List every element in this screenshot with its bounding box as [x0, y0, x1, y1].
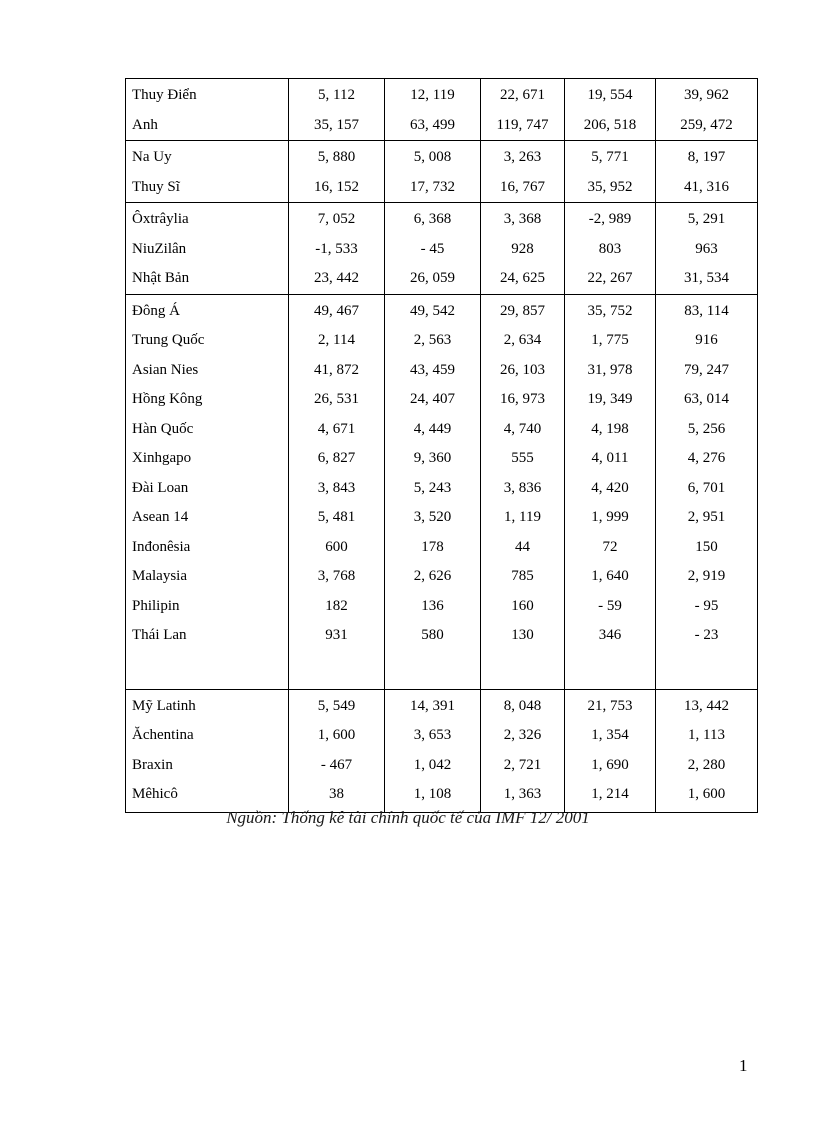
value-cell: 2, 114 [289, 326, 385, 356]
value-cell: 1, 775 [565, 326, 656, 356]
data-table [125, 78, 758, 813]
value-cell: 5, 243 [385, 474, 481, 504]
country-cell: Na Uy [126, 141, 289, 173]
value-cell: 72 [565, 533, 656, 563]
value-cell: 44 [481, 533, 565, 563]
country-cell: Malaysia [126, 562, 289, 592]
value-cell: 2, 626 [385, 562, 481, 592]
country-cell: Thái Lan [126, 621, 289, 651]
value-cell: 4, 449 [385, 415, 481, 445]
value-cell: 31, 978 [565, 356, 656, 386]
value-cell: 2, 563 [385, 326, 481, 356]
value-cell: 41, 316 [656, 173, 758, 203]
value-cell [385, 651, 481, 690]
value-cell: 13, 442 [656, 689, 758, 721]
value-cell: 580 [385, 621, 481, 651]
value-cell: 24, 625 [481, 264, 565, 294]
value-cell: 23, 442 [289, 264, 385, 294]
country-cell: Philipin [126, 592, 289, 622]
value-cell: 803 [565, 235, 656, 265]
value-cell: 3, 520 [385, 503, 481, 533]
value-cell: 8, 048 [481, 689, 565, 721]
value-cell: 3, 653 [385, 721, 481, 751]
country-cell: Mỹ Latinh [126, 689, 289, 721]
value-cell: 14, 391 [385, 689, 481, 721]
value-cell: 16, 767 [481, 173, 565, 203]
country-cell: Hàn Quốc [126, 415, 289, 445]
country-cell: Đông Á [126, 294, 289, 326]
country-cell: Asean 14 [126, 503, 289, 533]
value-cell: 63, 499 [385, 111, 481, 141]
value-cell: 6, 368 [385, 203, 481, 235]
table-row [126, 385, 758, 415]
value-cell: 1, 363 [481, 780, 565, 812]
value-cell: - 59 [565, 592, 656, 622]
value-cell [565, 651, 656, 690]
value-cell: 2, 951 [656, 503, 758, 533]
value-cell [656, 651, 758, 690]
table-row [126, 326, 758, 356]
table-row [126, 79, 758, 111]
value-cell: 5, 112 [289, 79, 385, 111]
country-cell: Asian Nies [126, 356, 289, 386]
table-row [126, 111, 758, 141]
value-cell: -2, 989 [565, 203, 656, 235]
table-body [126, 79, 758, 813]
table-row [126, 356, 758, 386]
value-cell: 160 [481, 592, 565, 622]
value-cell: 2, 721 [481, 751, 565, 781]
value-cell: 12, 119 [385, 79, 481, 111]
value-cell: 16, 152 [289, 173, 385, 203]
value-cell [289, 651, 385, 690]
value-cell: 1, 108 [385, 780, 481, 812]
country-cell: Ôxtrâylia [126, 203, 289, 235]
value-cell: 931 [289, 621, 385, 651]
value-cell: 4, 420 [565, 474, 656, 504]
country-cell: Hồng Kông [126, 385, 289, 415]
value-cell: 8, 197 [656, 141, 758, 173]
value-cell: 5, 256 [656, 415, 758, 445]
source-note: Nguồn: Thống kê tài chính quốc tế của IMF 12/ 2001 [226, 808, 590, 827]
table-row [126, 689, 758, 721]
value-cell: - 23 [656, 621, 758, 651]
value-cell: 31, 534 [656, 264, 758, 294]
value-cell: 1, 042 [385, 751, 481, 781]
value-cell: 49, 467 [289, 294, 385, 326]
value-cell: 1, 119 [481, 503, 565, 533]
value-cell: 178 [385, 533, 481, 563]
value-cell: 39, 962 [656, 79, 758, 111]
country-cell: Xinhgapo [126, 444, 289, 474]
country-cell: Thuy Sĩ [126, 173, 289, 203]
value-cell: 150 [656, 533, 758, 563]
value-cell: 19, 554 [565, 79, 656, 111]
page-number: 1 [739, 1056, 748, 1075]
value-cell: 41, 872 [289, 356, 385, 386]
value-cell: 5, 880 [289, 141, 385, 173]
value-cell: 555 [481, 444, 565, 474]
value-cell: 928 [481, 235, 565, 265]
value-cell: - 45 [385, 235, 481, 265]
value-cell: 24, 407 [385, 385, 481, 415]
value-cell: 26, 531 [289, 385, 385, 415]
country-cell: NiuZilân [126, 235, 289, 265]
value-cell: 206, 518 [565, 111, 656, 141]
table-row [126, 533, 758, 563]
value-cell: 21, 753 [565, 689, 656, 721]
value-cell: 2, 919 [656, 562, 758, 592]
value-cell: 4, 011 [565, 444, 656, 474]
value-cell: 3, 768 [289, 562, 385, 592]
value-cell: 130 [481, 621, 565, 651]
value-cell: 4, 740 [481, 415, 565, 445]
value-cell: 7, 052 [289, 203, 385, 235]
table-row [126, 264, 758, 294]
value-cell: 35, 157 [289, 111, 385, 141]
value-cell: 4, 198 [565, 415, 656, 445]
value-cell: 83, 114 [656, 294, 758, 326]
value-cell: 22, 267 [565, 264, 656, 294]
value-cell: 6, 701 [656, 474, 758, 504]
table-row [126, 562, 758, 592]
value-cell: 22, 671 [481, 79, 565, 111]
value-cell: 35, 752 [565, 294, 656, 326]
value-cell: 3, 263 [481, 141, 565, 173]
value-cell: 5, 549 [289, 689, 385, 721]
table-row [126, 474, 758, 504]
value-cell: 19, 349 [565, 385, 656, 415]
value-cell: 63, 014 [656, 385, 758, 415]
value-cell: 182 [289, 592, 385, 622]
value-cell: 6, 827 [289, 444, 385, 474]
value-cell: 38 [289, 780, 385, 812]
value-cell: 1, 640 [565, 562, 656, 592]
value-cell: 600 [289, 533, 385, 563]
value-cell: - 467 [289, 751, 385, 781]
value-cell: 2, 326 [481, 721, 565, 751]
country-cell [126, 651, 289, 690]
value-cell: 1, 600 [656, 780, 758, 812]
table-row [126, 444, 758, 474]
value-cell: - 95 [656, 592, 758, 622]
value-cell: 3, 368 [481, 203, 565, 235]
table-row [126, 751, 758, 781]
value-cell: 5, 481 [289, 503, 385, 533]
country-cell: Thuy Điển [126, 79, 289, 111]
value-cell: 49, 542 [385, 294, 481, 326]
value-cell: 916 [656, 326, 758, 356]
value-cell: -1, 533 [289, 235, 385, 265]
country-cell: Nhật Bản [126, 264, 289, 294]
value-cell [481, 651, 565, 690]
value-cell: 1, 690 [565, 751, 656, 781]
value-cell: 1, 113 [656, 721, 758, 751]
value-cell: 4, 671 [289, 415, 385, 445]
value-cell: 16, 973 [481, 385, 565, 415]
value-cell: 35, 952 [565, 173, 656, 203]
value-cell: 2, 634 [481, 326, 565, 356]
table-row [126, 592, 758, 622]
value-cell: 4, 276 [656, 444, 758, 474]
country-cell: Trung Quốc [126, 326, 289, 356]
value-cell: 1, 354 [565, 721, 656, 751]
country-cell: Braxin [126, 751, 289, 781]
table-row [126, 141, 758, 173]
value-cell: 136 [385, 592, 481, 622]
value-cell: 3, 843 [289, 474, 385, 504]
table-row [126, 721, 758, 751]
country-cell: Inđonêsia [126, 533, 289, 563]
country-cell: Anh [126, 111, 289, 141]
value-cell: 1, 999 [565, 503, 656, 533]
value-cell: 26, 059 [385, 264, 481, 294]
value-cell: 119, 747 [481, 111, 565, 141]
value-cell: 29, 857 [481, 294, 565, 326]
table-row [126, 173, 758, 203]
value-cell: 79, 247 [656, 356, 758, 386]
value-cell: 2, 280 [656, 751, 758, 781]
table-row [126, 621, 758, 651]
value-cell: 1, 214 [565, 780, 656, 812]
table-row-spacer [126, 651, 758, 690]
table-row [126, 503, 758, 533]
country-cell: Đài Loan [126, 474, 289, 504]
value-cell: 259, 472 [656, 111, 758, 141]
country-cell: Ăchentina [126, 721, 289, 751]
value-cell: 3, 836 [481, 474, 565, 504]
country-cell: Mêhicô [126, 780, 289, 812]
value-cell: 43, 459 [385, 356, 481, 386]
table-row [126, 203, 758, 235]
value-cell: 1, 600 [289, 721, 385, 751]
table-row [126, 235, 758, 265]
table-row [126, 415, 758, 445]
value-cell: 26, 103 [481, 356, 565, 386]
table-row [126, 294, 758, 326]
value-cell: 5, 291 [656, 203, 758, 235]
value-cell: 346 [565, 621, 656, 651]
value-cell: 9, 360 [385, 444, 481, 474]
value-cell: 5, 008 [385, 141, 481, 173]
value-cell: 785 [481, 562, 565, 592]
value-cell: 963 [656, 235, 758, 265]
value-cell: 5, 771 [565, 141, 656, 173]
value-cell: 17, 732 [385, 173, 481, 203]
